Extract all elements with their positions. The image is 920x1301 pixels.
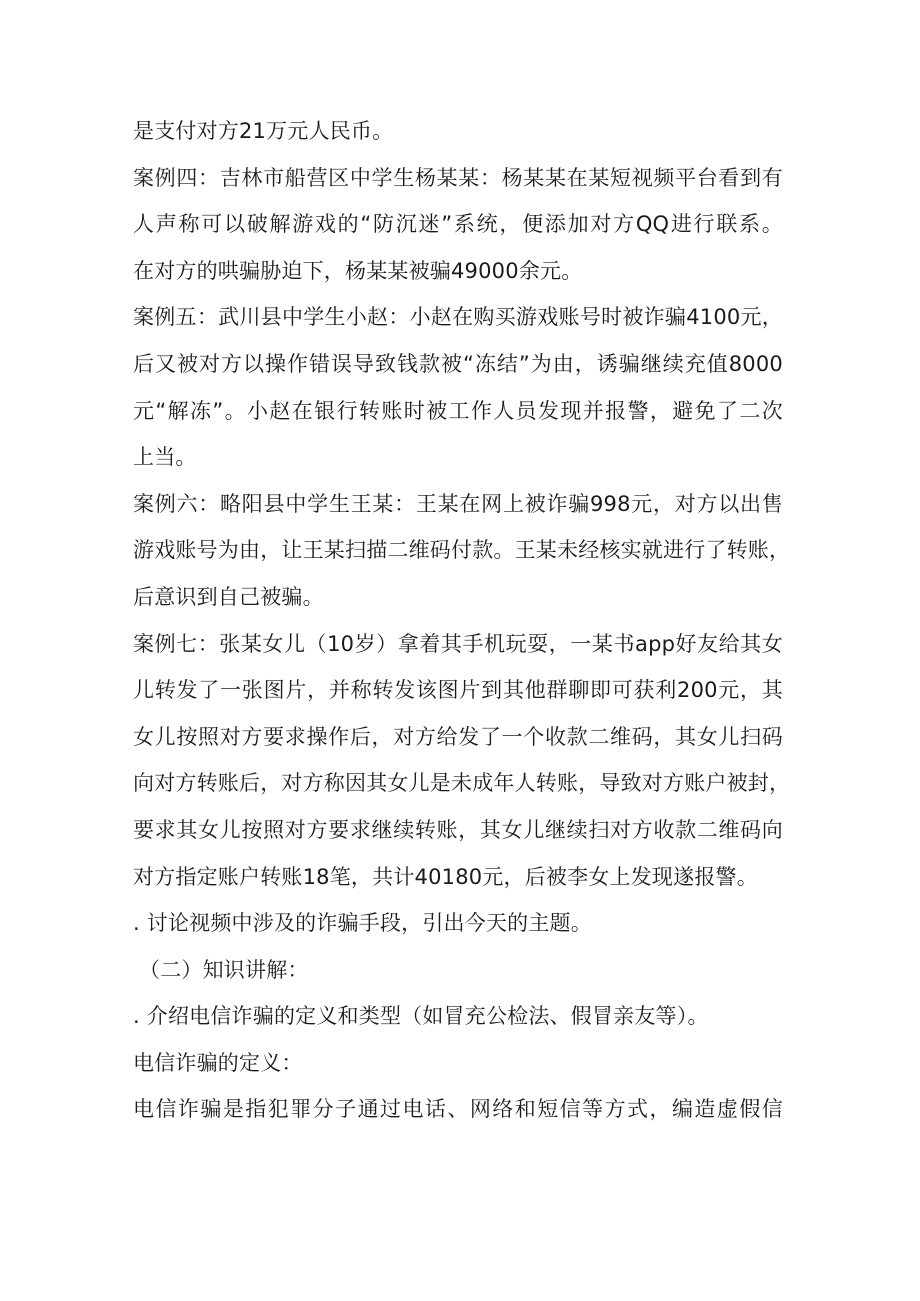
text-line: 电信诈骗的定义： xyxy=(133,1050,303,1075)
text-line: 对方指定账户转账18笔，共计40180元，后被李女上发现遂报警。 xyxy=(133,864,758,889)
text-line: 元“解冻”。小赵在银行转账时被工作人员发现并报警，避免了二次 xyxy=(133,398,783,423)
section-heading-knowledge xyxy=(133,947,783,994)
paragraph-discussion xyxy=(133,900,783,947)
paragraph-payment-end xyxy=(133,108,783,155)
text-line: 电信诈骗是指犯罪分子通过电话、网络和短信等方式，编造虚假信 xyxy=(133,1097,783,1122)
text-line: 人声称可以破解游戏的“防沉迷”系统，便添加对方QQ进行联系。 xyxy=(133,212,783,237)
paragraph-case-6 xyxy=(133,481,791,621)
text-line: （二）知识讲解： xyxy=(139,957,309,982)
text-line: 案例七：张某女儿（10岁）拿着其手机玩耍，一某书app好友给其女 xyxy=(133,631,783,656)
text-line: 在对方的哄骗胁迫下，杨某某被骗49000余元。 xyxy=(133,258,583,283)
paragraph-case-4 xyxy=(133,155,783,295)
definition-body xyxy=(133,1086,783,1133)
text-line: 游戏账号为由，让王某扫描二维码付款。王某未经核实就进行了转账， xyxy=(133,538,791,563)
text-line: 上当。 xyxy=(133,445,197,470)
text-line: 后又被对方以操作错误导致钱款被“冻结”为由，诱骗继续充值8000 xyxy=(133,351,783,376)
text-line: 女儿按照对方要求操作后，对方给发了一个收款二维码，其女儿扫码 xyxy=(133,724,783,749)
text-line: 后意识到自己被骗。 xyxy=(133,584,324,609)
text-line: 案例五：武川县中学生小赵：小赵在购买游戏账号时被诈骗4100元， xyxy=(133,305,783,330)
definition-heading xyxy=(133,1040,783,1087)
text-line: 儿转发了一张图片，并称转发该图片到其他群聊即可获利200元，其 xyxy=(133,678,783,703)
paragraph-case-7 xyxy=(133,621,791,901)
paragraph-case-5 xyxy=(133,294,783,480)
text-line: 是支付对方21万元人民币。 xyxy=(133,119,394,143)
text-line: . 讨论视频中涉及的诈骗手段，引出今天的主题。 xyxy=(133,911,592,936)
text-line: 向对方转账后，对方称因其女儿是未成年人转账，导致对方账户被封， xyxy=(133,771,791,796)
text-line: . 介绍电信诈骗的定义和类型（如冒充公检法、假冒亲友等）。 xyxy=(133,1004,709,1029)
text-line: 案例四：吉林市船营区中学生杨某某：杨某某在某短视频平台看到有 xyxy=(133,165,783,190)
text-line: 案例六：略阳县中学生王某：王某在网上被诈骗998元，对方以出售 xyxy=(133,491,783,516)
text-line: 要求其女儿按照对方要求继续转账，其女儿继续扫对方收款二维码向 xyxy=(133,817,783,842)
document-body xyxy=(133,108,791,1133)
paragraph-introduction xyxy=(133,993,783,1040)
